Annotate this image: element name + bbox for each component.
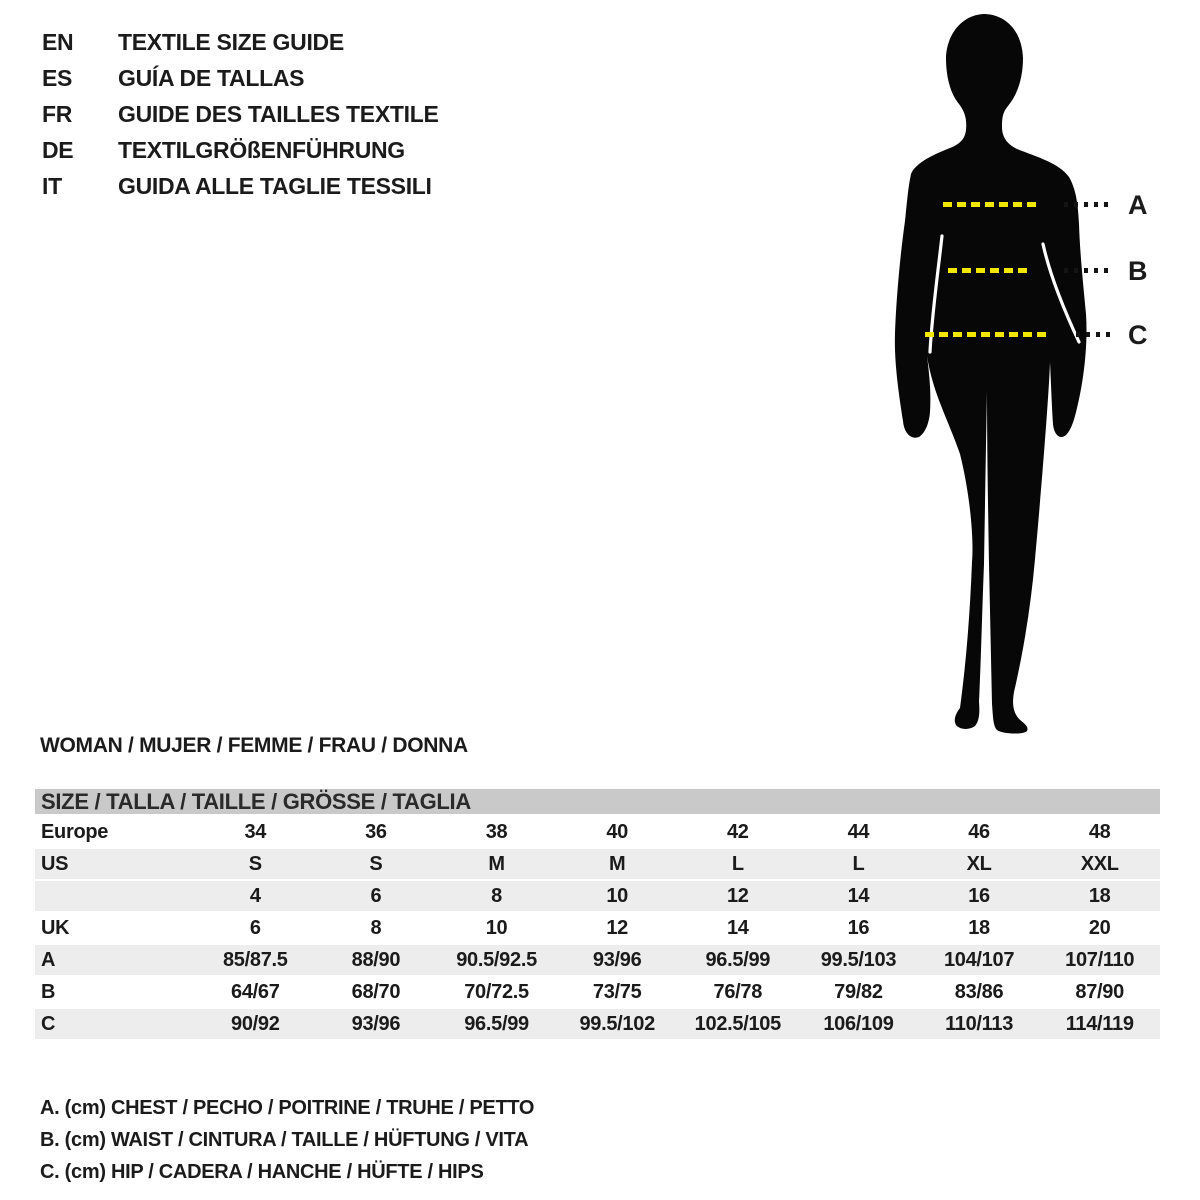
cell: 10 <box>485 917 508 939</box>
legend-waist: B. (cm) WAIST / CINTURA / TAILLE / HÜFTUNG / VITA <box>40 1129 529 1151</box>
woman-silhouette-figure <box>880 14 1190 736</box>
chest-leader-dots <box>1064 202 1110 207</box>
lang-code-en: EN <box>42 28 74 55</box>
cell: 4 <box>249 885 261 907</box>
cell: 14 <box>847 885 870 907</box>
size-table <box>35 789 1160 1041</box>
chest-line-dashed <box>943 202 1041 207</box>
cell: 83/86 <box>954 981 1004 1003</box>
cell: 76/78 <box>713 981 763 1003</box>
silhouette-body-path <box>895 14 1087 734</box>
cell: 102.5/105 <box>694 1013 781 1035</box>
lang-code-de: DE <box>42 136 74 163</box>
lang-row-de <box>42 132 439 168</box>
cell: 70/72.5 <box>464 981 529 1003</box>
row-label: Europe <box>41 821 109 843</box>
cell: 46 <box>968 821 990 843</box>
cell: L <box>731 853 744 875</box>
lang-title-it: GUIDA ALLE TAGLIE TESSILI <box>118 172 432 199</box>
lang-title-es: GUÍA DE TALLAS <box>118 64 305 91</box>
row-label: B <box>41 981 56 1003</box>
cell: 64/67 <box>231 981 280 1003</box>
cell: 34 <box>244 821 267 843</box>
measurement-legend <box>40 1092 534 1188</box>
cell: 87/90 <box>1075 981 1124 1003</box>
legend-hip: C. (cm) HIP / CADERA / HANCHE / HÜFTE / HIPS <box>40 1161 484 1183</box>
cell: 85/87.5 <box>222 949 288 971</box>
cell: 90/92 <box>231 1013 280 1035</box>
cell: 107/110 <box>1065 949 1135 971</box>
cell: 18 <box>968 917 990 939</box>
table-row-chest-a <box>35 945 1160 975</box>
cell: XXL <box>1080 853 1119 875</box>
lang-code-it: IT <box>42 172 62 199</box>
cell: 90.5/92.5 <box>456 949 537 971</box>
cell: 96.5/99 <box>705 949 771 971</box>
lang-code-fr: FR <box>42 100 73 127</box>
cell: 99.5/103 <box>820 949 897 971</box>
hip-line-dashed <box>925 332 1047 337</box>
table-row-waist-b <box>35 977 1160 1007</box>
row-label: US <box>41 853 69 875</box>
lang-row-fr <box>42 96 439 132</box>
size-table-header: SIZE / TALLA / TAILLE / GRÖSSE / TAGLIA <box>35 789 1160 814</box>
cell: 88/90 <box>351 949 401 971</box>
cell: 93/96 <box>592 949 642 971</box>
lang-title-de: TEXTILGRÖßENFÜHRUNG <box>118 136 405 163</box>
cell: 73/75 <box>592 981 642 1003</box>
cell: 93/96 <box>351 1013 401 1035</box>
cell: 110/113 <box>945 1013 1014 1035</box>
cell: 6 <box>370 885 382 907</box>
lang-code-es: ES <box>42 64 73 91</box>
cell: 106/109 <box>823 1013 894 1035</box>
table-row-us-letters <box>35 849 1160 879</box>
cell: S <box>248 853 262 875</box>
cell: 16 <box>968 885 990 907</box>
cell: 79/82 <box>834 981 883 1003</box>
waist-line-dashed <box>948 268 1032 273</box>
cell: 44 <box>847 821 870 843</box>
language-title-block <box>42 24 439 204</box>
gender-heading: WOMAN / MUJER / FEMME / FRAU / DONNA <box>40 734 468 757</box>
cell: 68/70 <box>351 981 401 1003</box>
lang-row-es <box>42 60 439 96</box>
cell: L <box>852 853 865 875</box>
row-label: A <box>41 949 56 971</box>
cell: S <box>369 853 383 875</box>
cell: 38 <box>485 821 508 843</box>
cell: 14 <box>726 917 749 939</box>
lang-row-en <box>42 24 439 60</box>
cell: 18 <box>1088 885 1111 907</box>
chest-label: A <box>1128 190 1148 220</box>
lang-row-it <box>42 168 439 204</box>
cell: M <box>488 853 505 875</box>
lang-title-en: TEXTILE SIZE GUIDE <box>118 28 344 55</box>
cell: 104/107 <box>943 949 1015 971</box>
cell: 16 <box>847 917 870 939</box>
lang-title-fr: GUIDE DES TAILLES TEXTILE <box>118 100 439 127</box>
legend-chest: A. (cm) CHEST / PECHO / POITRINE / TRUHE / PETTO <box>40 1097 535 1119</box>
cell: 42 <box>726 821 749 843</box>
cell: 6 <box>249 917 261 939</box>
waist-leader-dots <box>1064 268 1110 273</box>
cell: 40 <box>606 821 629 843</box>
table-row-hip-c <box>35 1009 1160 1039</box>
table-row-uk <box>35 913 1160 943</box>
table-row-us-numbers <box>35 881 1160 911</box>
cell: 12 <box>726 885 749 907</box>
row-label: UK <box>41 917 70 939</box>
cell: 8 <box>370 917 382 939</box>
cell: XL <box>966 853 992 875</box>
cell: 36 <box>365 821 387 843</box>
cell: 8 <box>491 885 502 907</box>
cell: 96.5/99 <box>464 1013 529 1035</box>
row-label <box>35 881 195 911</box>
hip-label: C <box>1128 320 1148 350</box>
hip-leader-dots <box>1076 332 1112 337</box>
cell: 99.5/102 <box>579 1013 655 1035</box>
cell: M <box>609 853 626 875</box>
cell: 12 <box>606 917 629 939</box>
cell: 48 <box>1088 821 1111 843</box>
row-label: C <box>41 1013 56 1035</box>
cell: 114/119 <box>1065 1013 1134 1035</box>
waist-label: B <box>1128 256 1148 286</box>
cell: 10 <box>606 885 629 907</box>
table-row-europe <box>35 817 1160 847</box>
cell: 20 <box>1088 917 1111 939</box>
